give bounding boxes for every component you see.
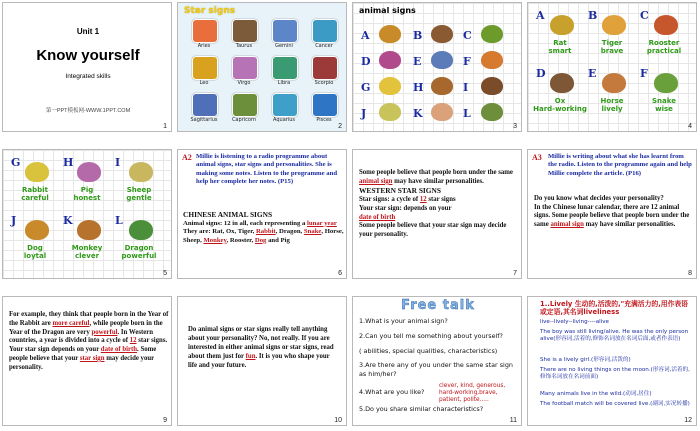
star-sign-tile [226, 54, 262, 89]
personality-trait: powerful [121, 252, 157, 260]
personality-trait: careful [21, 194, 49, 202]
star-sign-label: Pisces [316, 117, 332, 123]
answer-blank: more careful [52, 319, 90, 327]
slide-number: 2 [338, 123, 342, 130]
animal-trait-caption [111, 186, 167, 202]
answer-blank: 12 [129, 337, 137, 345]
notes-heading: CHINESE ANIMAL SIGNS [183, 210, 273, 219]
animal-name: Pig [80, 186, 94, 194]
star-sign-tile [266, 91, 302, 126]
slide-thumbnail-5[interactable] [2, 149, 172, 279]
personality-trait: practical [646, 47, 682, 55]
answer-blank: date of birth [100, 346, 138, 354]
question-2: 2.Can you tell me something about yourself? [359, 332, 503, 340]
animal-name: Snake [652, 97, 676, 105]
option-letter: K [63, 214, 73, 227]
animal-trait-caption [7, 244, 63, 260]
slide-number: 3 [513, 123, 517, 130]
star-sign-label: Libra [277, 80, 291, 86]
answer-blank: animal sign [359, 177, 393, 185]
slide-number: 10 [334, 417, 342, 424]
answer-blank: animal sign [550, 221, 584, 229]
zodiac-icon [272, 56, 298, 80]
star-sign-label: Taurus [235, 43, 253, 49]
question-1: 1.What is your animal sign? [359, 317, 448, 325]
slide-thumbnail-9[interactable] [2, 296, 172, 426]
star-sign-tile [306, 17, 342, 52]
option-letter: I [463, 81, 469, 94]
slide-number: 11 [509, 417, 517, 424]
vocab-heading: 1..Lively 生动的,活泼的,"充满活力的,用作表语或定语,其名词liveliness [540, 300, 688, 317]
animal-letter-grid [353, 3, 522, 132]
option-letter: H [413, 81, 424, 94]
option-letter: G [361, 81, 371, 94]
slide-number: 8 [688, 270, 692, 277]
star-sign-label: Scorpio [314, 80, 334, 86]
slide-thumbnail-10[interactable] [177, 296, 347, 426]
star-sign-label: Cancer [315, 43, 333, 49]
example-1: The boy was still living/alive. He was the only person alive(形容词,活着的,修饰名词放在名词后面,或者作表语) [540, 329, 689, 342]
slide-footer: 第一PPT模板网-WWW.1PPT.COM [45, 108, 131, 114]
answer-blank: fun [245, 353, 256, 360]
personality-trait: smart [548, 47, 572, 55]
answer-blank: 12 [419, 195, 427, 203]
personality-trait: lively [601, 105, 623, 113]
animal-trait-caption [7, 186, 63, 202]
animal-trait-grid [3, 150, 172, 279]
star-sign-tile [306, 91, 342, 126]
animal-trait-caption [59, 186, 115, 202]
animal-trait-caption [532, 97, 588, 113]
zodiac-icon [312, 19, 338, 43]
star-sign-label: Gemini [275, 43, 293, 49]
personality-trait: clever [74, 252, 100, 260]
slide-thumbnail-8[interactable] [527, 149, 697, 279]
word-forms: live--lively--living----alive [540, 319, 609, 325]
slide-thumbnail-2[interactable] [177, 2, 347, 132]
option-letter: L [115, 214, 123, 227]
personality-trait: wise [655, 105, 673, 113]
zodiac-icon [192, 93, 218, 117]
zodiac-icon [272, 19, 298, 43]
option-letter: J [11, 214, 17, 227]
option-letter: E [413, 55, 422, 68]
option-letter: B [588, 9, 598, 22]
question-4: 4.What are you like? [359, 388, 425, 396]
animal-cartoon-icon [431, 51, 453, 69]
option-letter: L [463, 107, 471, 120]
animal-cartoon-icon [431, 25, 453, 43]
question-3: 3.Are there any of you under the same star sign as him/her? [359, 361, 513, 378]
animal-cartoon-icon [481, 51, 503, 69]
personality-trait: gentle [126, 194, 152, 202]
animal-cartoon-icon [129, 162, 153, 182]
question-4-answers: clever, kind, generous, hard-working,brave, patient, polite..... [439, 383, 506, 403]
animal-cartoon-icon [550, 73, 574, 93]
answer-blank: lunar year [307, 219, 337, 227]
option-letter: D [361, 55, 371, 68]
star-sign-tile [226, 91, 262, 126]
question-2-hint: ( abilities, special qualities, characteristics) [359, 347, 498, 355]
zodiac-icon [192, 19, 218, 43]
zodiac-icon [272, 93, 298, 117]
slide-thumbnail-12[interactable] [527, 296, 697, 426]
animal-name: Ox [554, 97, 566, 105]
answer-blank: star sign [79, 354, 105, 362]
slide-thumbnail-1[interactable] [2, 2, 172, 132]
zodiac-icon [312, 93, 338, 117]
slide-thumbnail-7[interactable] [352, 149, 522, 279]
slide-thumbnail-11[interactable] [352, 296, 522, 426]
animal-cartoon-icon [481, 25, 503, 43]
article-block: Do animal signs or star signs really tell anything about your personality? No, not really. If you are interested in either animal signs or star signs, read about them just for fun. It is you who shape your life and your future. [188, 326, 334, 369]
animal-cartoon-icon [602, 73, 626, 93]
slide-number: 1 [163, 123, 167, 130]
animal-trait-caption [636, 97, 692, 113]
option-letter: D [536, 67, 546, 80]
animal-trait-caption [111, 244, 167, 260]
answer-blank: date of birth [359, 213, 396, 221]
zodiac-icon [312, 56, 338, 80]
animal-cartoon-icon [77, 162, 101, 182]
option-letter: G [11, 156, 21, 169]
animal-name: Dragon [124, 244, 154, 252]
slide-title: Know yourself [36, 47, 140, 64]
activity-tag: A2 [182, 153, 192, 162]
slide-thumbnail-3[interactable] [352, 2, 522, 132]
animal-trait-grid [528, 3, 697, 132]
animal-cartoon-icon [379, 77, 401, 95]
star-sign-label: Capricorn [231, 117, 257, 123]
animal-trait-caption [584, 97, 640, 113]
star-sign-label: Aquarius [273, 117, 295, 123]
personality-trait: brave [600, 47, 624, 55]
answer-blank: powerful [91, 328, 118, 336]
zodiac-icon [232, 19, 258, 43]
slide-thumbnail-6[interactable] [177, 149, 347, 279]
animal-cartoon-icon [25, 162, 49, 182]
zodiac-icon [232, 93, 258, 117]
option-letter: A [361, 29, 370, 42]
article-block: For example, they think that people born in the Year of the Rabbit are more careful, while people born in the Year of the Dragon are very powerful. In Western countries, a year is divided into a cycle of 12 star signs. Your star sign depends on your date of birth. Some people believe that your star sign may decide your personality. [9, 311, 169, 371]
option-letter: H [63, 156, 74, 169]
animal-name: Rat [553, 39, 567, 47]
star-sign-tile [186, 54, 222, 89]
animal-cartoon-icon [481, 103, 503, 121]
animal-trait-caption [532, 39, 588, 55]
animal-cartoon-icon [654, 73, 678, 93]
example-5: The football match will be covered live.(副词,实况转播) [540, 401, 690, 407]
animal-name: Horse [600, 97, 624, 105]
question-5: 5.Do you share similar characteristics? [359, 405, 484, 413]
zodiac-icon [232, 56, 258, 80]
slide-number: 12 [684, 417, 692, 424]
star-sign-label: Aries [197, 43, 211, 49]
example-3: There are no living things on the moon.(形容词,活着的,修饰名词放在名词前面) [540, 367, 690, 380]
slide-number: 5 [163, 270, 167, 277]
option-letter: K [413, 107, 423, 120]
animal-cartoon-icon [379, 103, 401, 121]
animal-cartoon-icon [77, 220, 101, 240]
star-sign-tile [186, 91, 222, 126]
animal-name: Monkey [71, 244, 103, 252]
animal-name: Rabbit [22, 186, 48, 194]
animal-trait-caption [636, 39, 692, 55]
personality-trait: honest [73, 194, 101, 202]
option-letter: J [361, 107, 367, 120]
slide-number: 9 [163, 417, 167, 424]
animal-cartoon-icon [379, 51, 401, 69]
unit-label: Unit 1 [76, 27, 100, 36]
option-letter: B [413, 29, 423, 42]
animal-cartoon-icon [550, 15, 574, 35]
animal-cartoon-icon [25, 220, 49, 240]
notes-block: Some people believe that people born under the same animal sign may have similar personalities. WESTERN STAR SIGNS Star signs: a cycle of 12 star signs Your star sign: depends on your date of birth Some people believe that your star sign may decide your personality. [359, 169, 519, 240]
answer-blank: Snake [303, 228, 322, 236]
slide-thumbnail-4[interactable] [527, 2, 697, 132]
slide-subtitle: Integrated skills [65, 73, 111, 80]
animal-name: Rooster [648, 39, 680, 47]
option-letter: C [463, 29, 472, 42]
star-sign-tile [266, 54, 302, 89]
article-block: Do you know what decides your personality? In the Chinese lunar calendar, there are 12 animal signs. Some people believe that people born under the same animal sign may have similar personalities. [534, 195, 690, 229]
animal-cartoon-icon [379, 25, 401, 43]
animal-cartoon-icon [431, 103, 453, 121]
option-letter: A [536, 9, 545, 22]
star-sign-tile [226, 17, 262, 52]
star-sign-label: Leo [199, 80, 209, 86]
star-sign-label: Sagittarius [190, 117, 218, 123]
animal-cartoon-icon [602, 15, 626, 35]
notes-heading: WESTERN STAR SIGNS [359, 185, 442, 195]
example-2: She is a lively girl.(形容词,活泼的) [540, 357, 631, 363]
slide-number: 7 [513, 270, 517, 277]
slide-number: 6 [338, 270, 342, 277]
option-letter: F [463, 55, 471, 68]
animal-name: Sheep [126, 186, 152, 194]
option-letter: E [588, 67, 597, 80]
option-letter: I [115, 156, 121, 169]
answer-blank: Rabbit [255, 228, 276, 236]
slide-title: Free talk [401, 298, 475, 313]
slide-number: 4 [688, 123, 692, 130]
star-sign-label: Virgo [237, 80, 251, 86]
answer-blank: Monkey [203, 236, 227, 244]
option-letter: C [640, 9, 649, 22]
answer-blank: Dog [254, 236, 267, 244]
animal-name: Tiger [601, 39, 623, 47]
star-sign-tile [186, 17, 222, 52]
animal-cartoon-icon [431, 77, 453, 95]
slide-title: animal signs [359, 6, 416, 15]
animal-cartoon-icon [129, 220, 153, 240]
animal-trait-caption [59, 244, 115, 260]
slide-title: Star signs [184, 6, 236, 16]
activity-tag: A3 [532, 153, 542, 162]
star-sign-tile [306, 54, 342, 89]
example-4: Many animals live in the wild.(动词,居住) [540, 391, 652, 397]
intro-text: Millie is writing about what she has learnt from the radio. Listen to the programme again and help Millie complete the article. (P16) [548, 153, 692, 177]
option-letter: F [640, 67, 648, 80]
animal-name: Dog [27, 244, 43, 252]
animal-trait-caption [584, 39, 640, 55]
notes-block: CHINESE ANIMAL SIGNS Animal signs: 12 in all, each representing a lunar year They are: Rat, Ox, Tiger, Rabbit, Dragon, Snake, Horse, Sheep, Monkey, Rooster, Dog and Pig [183, 210, 344, 244]
personality-trait: loytal [23, 252, 47, 260]
animal-cartoon-icon [654, 15, 678, 35]
intro-text: Millie is listening to a radio programme about animal signs, star signs and personalities. She is making some notes. Listen to the programme and help her complete her notes. (P15) [196, 153, 338, 185]
star-sign-grid [186, 17, 342, 127]
zodiac-icon [192, 56, 218, 80]
personality-trait: Hard-working [533, 105, 587, 113]
animal-cartoon-icon [481, 77, 503, 95]
star-sign-tile [266, 17, 302, 52]
